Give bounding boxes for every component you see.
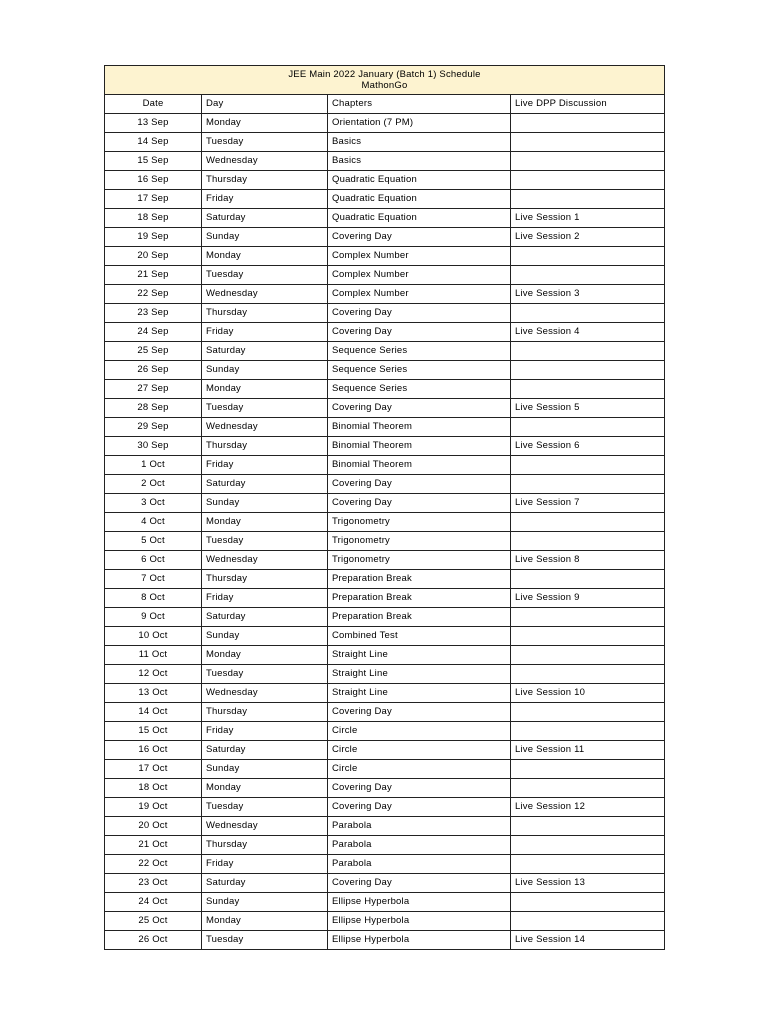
cell-chapter: Preparation Break bbox=[328, 570, 511, 589]
cell-chapter: Complex Number bbox=[328, 247, 511, 266]
table-row bbox=[105, 779, 665, 798]
table-row bbox=[105, 703, 665, 722]
cell-chapter: Complex Number bbox=[328, 285, 511, 304]
cell-chapter: Basics bbox=[328, 152, 511, 171]
table-row bbox=[105, 247, 665, 266]
cell-day: Friday bbox=[202, 722, 328, 741]
cell-live bbox=[511, 570, 665, 589]
cell-day: Monday bbox=[202, 646, 328, 665]
cell-chapter: Circle bbox=[328, 741, 511, 760]
cell-chapter: Trigonometry bbox=[328, 513, 511, 532]
cell-date: 14 Sep bbox=[105, 133, 202, 152]
cell-day: Tuesday bbox=[202, 266, 328, 285]
cell-day: Friday bbox=[202, 190, 328, 209]
cell-date: 24 Oct bbox=[105, 893, 202, 912]
cell-live bbox=[511, 266, 665, 285]
cell-live bbox=[511, 513, 665, 532]
cell-date: 15 Oct bbox=[105, 722, 202, 741]
cell-live bbox=[511, 152, 665, 171]
cell-date: 22 Sep bbox=[105, 285, 202, 304]
cell-date: 20 Oct bbox=[105, 817, 202, 836]
schedule-title-line1: JEE Main 2022 January (Batch 1) Schedule bbox=[288, 69, 481, 80]
cell-date: 26 Sep bbox=[105, 361, 202, 380]
cell-live bbox=[511, 646, 665, 665]
cell-live bbox=[511, 475, 665, 494]
cell-date: 6 Oct bbox=[105, 551, 202, 570]
cell-day: Sunday bbox=[202, 627, 328, 646]
cell-live: Live Session 2 bbox=[511, 228, 665, 247]
cell-day: Thursday bbox=[202, 437, 328, 456]
cell-live: Live Session 11 bbox=[511, 741, 665, 760]
table-row bbox=[105, 874, 665, 893]
table-row bbox=[105, 855, 665, 874]
cell-chapter: Sequence Series bbox=[328, 342, 511, 361]
cell-live: Live Session 4 bbox=[511, 323, 665, 342]
table-row bbox=[105, 684, 665, 703]
table-row bbox=[105, 570, 665, 589]
cell-chapter: Covering Day bbox=[328, 399, 511, 418]
cell-live bbox=[511, 380, 665, 399]
cell-chapter: Covering Day bbox=[328, 304, 511, 323]
schedule-title bbox=[105, 66, 665, 95]
table-row bbox=[105, 760, 665, 779]
cell-day: Saturday bbox=[202, 342, 328, 361]
cell-date: 12 Oct bbox=[105, 665, 202, 684]
cell-live bbox=[511, 722, 665, 741]
cell-chapter: Parabola bbox=[328, 855, 511, 874]
table-row bbox=[105, 475, 665, 494]
cell-day: Monday bbox=[202, 380, 328, 399]
table-row bbox=[105, 209, 665, 228]
cell-chapter: Parabola bbox=[328, 836, 511, 855]
table-row bbox=[105, 532, 665, 551]
cell-live bbox=[511, 114, 665, 133]
cell-chapter: Quadratic Equation bbox=[328, 209, 511, 228]
table-row bbox=[105, 494, 665, 513]
cell-live bbox=[511, 361, 665, 380]
cell-day: Saturday bbox=[202, 741, 328, 760]
table-row bbox=[105, 627, 665, 646]
cell-date: 19 Sep bbox=[105, 228, 202, 247]
cell-chapter: Ellipse Hyperbola bbox=[328, 931, 511, 950]
cell-live bbox=[511, 532, 665, 551]
table-row bbox=[105, 437, 665, 456]
cell-date: 14 Oct bbox=[105, 703, 202, 722]
cell-live bbox=[511, 760, 665, 779]
cell-chapter: Covering Day bbox=[328, 874, 511, 893]
table-row bbox=[105, 171, 665, 190]
cell-chapter: Trigonometry bbox=[328, 532, 511, 551]
cell-day: Wednesday bbox=[202, 418, 328, 437]
cell-day: Saturday bbox=[202, 475, 328, 494]
cell-day: Tuesday bbox=[202, 532, 328, 551]
cell-live bbox=[511, 304, 665, 323]
cell-date: 2 Oct bbox=[105, 475, 202, 494]
table-row bbox=[105, 722, 665, 741]
cell-day: Thursday bbox=[202, 304, 328, 323]
cell-date: 23 Sep bbox=[105, 304, 202, 323]
table-row bbox=[105, 931, 665, 950]
cell-live bbox=[511, 247, 665, 266]
cell-date: 11 Oct bbox=[105, 646, 202, 665]
cell-date: 16 Oct bbox=[105, 741, 202, 760]
cell-chapter: Sequence Series bbox=[328, 361, 511, 380]
table-row bbox=[105, 741, 665, 760]
table-row bbox=[105, 304, 665, 323]
header-chapters: Chapters bbox=[328, 95, 511, 114]
cell-date: 15 Sep bbox=[105, 152, 202, 171]
cell-day: Thursday bbox=[202, 171, 328, 190]
cell-chapter: Covering Day bbox=[328, 475, 511, 494]
cell-day: Friday bbox=[202, 323, 328, 342]
cell-day: Monday bbox=[202, 513, 328, 532]
cell-date: 30 Sep bbox=[105, 437, 202, 456]
table-row bbox=[105, 399, 665, 418]
cell-date: 29 Sep bbox=[105, 418, 202, 437]
cell-date: 9 Oct bbox=[105, 608, 202, 627]
cell-day: Tuesday bbox=[202, 798, 328, 817]
header-date: Date bbox=[105, 95, 202, 114]
table-row bbox=[105, 513, 665, 532]
cell-live bbox=[511, 627, 665, 646]
cell-chapter: Complex Number bbox=[328, 266, 511, 285]
table-row bbox=[105, 665, 665, 684]
cell-date: 19 Oct bbox=[105, 798, 202, 817]
cell-live bbox=[511, 836, 665, 855]
cell-live: Live Session 5 bbox=[511, 399, 665, 418]
table-row bbox=[105, 285, 665, 304]
table-row bbox=[105, 836, 665, 855]
cell-date: 4 Oct bbox=[105, 513, 202, 532]
cell-date: 20 Sep bbox=[105, 247, 202, 266]
cell-chapter: Circle bbox=[328, 760, 511, 779]
cell-day: Wednesday bbox=[202, 817, 328, 836]
cell-day: Monday bbox=[202, 779, 328, 798]
cell-chapter: Orientation (7 PM) bbox=[328, 114, 511, 133]
cell-live bbox=[511, 608, 665, 627]
cell-date: 13 Sep bbox=[105, 114, 202, 133]
cell-live bbox=[511, 912, 665, 931]
cell-day: Saturday bbox=[202, 209, 328, 228]
cell-date: 5 Oct bbox=[105, 532, 202, 551]
cell-day: Wednesday bbox=[202, 684, 328, 703]
cell-live bbox=[511, 418, 665, 437]
cell-day: Tuesday bbox=[202, 665, 328, 684]
cell-chapter: Sequence Series bbox=[328, 380, 511, 399]
cell-date: 28 Sep bbox=[105, 399, 202, 418]
cell-live bbox=[511, 665, 665, 684]
cell-date: 22 Oct bbox=[105, 855, 202, 874]
cell-date: 13 Oct bbox=[105, 684, 202, 703]
table-row bbox=[105, 893, 665, 912]
cell-day: Thursday bbox=[202, 836, 328, 855]
cell-live bbox=[511, 133, 665, 152]
cell-day: Thursday bbox=[202, 570, 328, 589]
cell-day: Sunday bbox=[202, 361, 328, 380]
table-row bbox=[105, 152, 665, 171]
cell-chapter: Covering Day bbox=[328, 494, 511, 513]
cell-chapter: Parabola bbox=[328, 817, 511, 836]
cell-chapter: Binomial Theorem bbox=[328, 418, 511, 437]
cell-live: Live Session 14 bbox=[511, 931, 665, 950]
table-row bbox=[105, 133, 665, 152]
cell-day: Monday bbox=[202, 114, 328, 133]
cell-chapter: Covering Day bbox=[328, 228, 511, 247]
cell-chapter: Straight Line bbox=[328, 684, 511, 703]
cell-date: 1 Oct bbox=[105, 456, 202, 475]
cell-day: Saturday bbox=[202, 608, 328, 627]
cell-date: 16 Sep bbox=[105, 171, 202, 190]
cell-date: 10 Oct bbox=[105, 627, 202, 646]
table-row bbox=[105, 190, 665, 209]
cell-live: Live Session 9 bbox=[511, 589, 665, 608]
cell-chapter: Quadratic Equation bbox=[328, 190, 511, 209]
cell-live: Live Session 8 bbox=[511, 551, 665, 570]
cell-date: 25 Oct bbox=[105, 912, 202, 931]
table-row bbox=[105, 608, 665, 627]
cell-live bbox=[511, 171, 665, 190]
cell-day: Friday bbox=[202, 589, 328, 608]
cell-day: Wednesday bbox=[202, 551, 328, 570]
schedule-table bbox=[104, 65, 665, 950]
cell-day: Sunday bbox=[202, 760, 328, 779]
table-row bbox=[105, 646, 665, 665]
cell-day: Wednesday bbox=[202, 285, 328, 304]
cell-chapter: Ellipse Hyperbola bbox=[328, 893, 511, 912]
cell-live bbox=[511, 456, 665, 475]
cell-date: 27 Sep bbox=[105, 380, 202, 399]
header-row bbox=[105, 95, 665, 114]
cell-live: Live Session 6 bbox=[511, 437, 665, 456]
cell-chapter: Circle bbox=[328, 722, 511, 741]
cell-chapter: Binomial Theorem bbox=[328, 437, 511, 456]
title-row bbox=[105, 66, 665, 95]
cell-day: Tuesday bbox=[202, 931, 328, 950]
cell-day: Friday bbox=[202, 456, 328, 475]
cell-chapter: Preparation Break bbox=[328, 608, 511, 627]
cell-date: 25 Sep bbox=[105, 342, 202, 361]
cell-day: Sunday bbox=[202, 228, 328, 247]
schedule-title-line2: MathonGo bbox=[361, 80, 408, 91]
cell-date: 8 Oct bbox=[105, 589, 202, 608]
cell-chapter: Straight Line bbox=[328, 646, 511, 665]
cell-day: Tuesday bbox=[202, 133, 328, 152]
cell-date: 17 Sep bbox=[105, 190, 202, 209]
table-row bbox=[105, 342, 665, 361]
cell-day: Saturday bbox=[202, 874, 328, 893]
cell-day: Friday bbox=[202, 855, 328, 874]
header-day: Day bbox=[202, 95, 328, 114]
cell-chapter: Covering Day bbox=[328, 779, 511, 798]
cell-day: Tuesday bbox=[202, 399, 328, 418]
cell-live bbox=[511, 855, 665, 874]
table-row bbox=[105, 912, 665, 931]
schedule-body bbox=[105, 114, 665, 950]
cell-chapter: Straight Line bbox=[328, 665, 511, 684]
cell-date: 21 Sep bbox=[105, 266, 202, 285]
cell-chapter: Quadratic Equation bbox=[328, 171, 511, 190]
cell-live bbox=[511, 817, 665, 836]
cell-chapter: Preparation Break bbox=[328, 589, 511, 608]
cell-live: Live Session 10 bbox=[511, 684, 665, 703]
cell-date: 21 Oct bbox=[105, 836, 202, 855]
cell-chapter: Ellipse Hyperbola bbox=[328, 912, 511, 931]
cell-chapter: Covering Day bbox=[328, 703, 511, 722]
cell-live bbox=[511, 703, 665, 722]
table-row bbox=[105, 456, 665, 475]
cell-date: 18 Sep bbox=[105, 209, 202, 228]
table-row bbox=[105, 228, 665, 247]
cell-date: 7 Oct bbox=[105, 570, 202, 589]
cell-chapter: Trigonometry bbox=[328, 551, 511, 570]
table-row bbox=[105, 361, 665, 380]
cell-chapter: Covering Day bbox=[328, 798, 511, 817]
cell-chapter: Binomial Theorem bbox=[328, 456, 511, 475]
cell-day: Monday bbox=[202, 247, 328, 266]
cell-day: Sunday bbox=[202, 893, 328, 912]
cell-date: 3 Oct bbox=[105, 494, 202, 513]
cell-live: Live Session 7 bbox=[511, 494, 665, 513]
table-row bbox=[105, 114, 665, 133]
cell-date: 23 Oct bbox=[105, 874, 202, 893]
cell-live: Live Session 12 bbox=[511, 798, 665, 817]
cell-date: 17 Oct bbox=[105, 760, 202, 779]
cell-chapter: Covering Day bbox=[328, 323, 511, 342]
cell-live bbox=[511, 779, 665, 798]
cell-live: Live Session 3 bbox=[511, 285, 665, 304]
cell-chapter: Basics bbox=[328, 133, 511, 152]
cell-day: Thursday bbox=[202, 703, 328, 722]
table-row bbox=[105, 266, 665, 285]
header-live-dpp: Live DPP Discussion bbox=[511, 95, 665, 114]
cell-date: 18 Oct bbox=[105, 779, 202, 798]
cell-live: Live Session 1 bbox=[511, 209, 665, 228]
cell-day: Monday bbox=[202, 912, 328, 931]
cell-live bbox=[511, 190, 665, 209]
cell-date: 26 Oct bbox=[105, 931, 202, 950]
cell-live: Live Session 13 bbox=[511, 874, 665, 893]
table-row bbox=[105, 817, 665, 836]
cell-chapter: Combined Test bbox=[328, 627, 511, 646]
table-row bbox=[105, 380, 665, 399]
cell-day: Wednesday bbox=[202, 152, 328, 171]
cell-date: 24 Sep bbox=[105, 323, 202, 342]
table-row bbox=[105, 418, 665, 437]
cell-live bbox=[511, 893, 665, 912]
table-row bbox=[105, 589, 665, 608]
cell-live bbox=[511, 342, 665, 361]
table-row bbox=[105, 323, 665, 342]
table-row bbox=[105, 798, 665, 817]
table-row bbox=[105, 551, 665, 570]
cell-day: Sunday bbox=[202, 494, 328, 513]
